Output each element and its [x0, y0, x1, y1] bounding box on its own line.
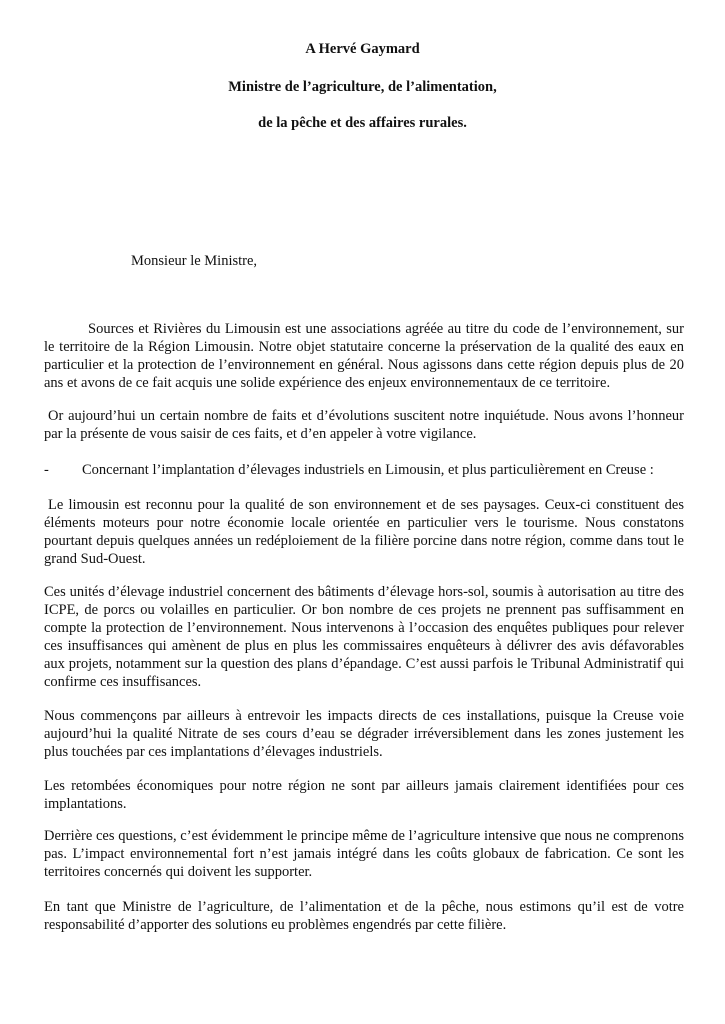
salutation: Monsieur le Ministre,: [131, 253, 258, 269]
paragraph-intro: Sources et Rivières du Limousin est une associations agréée au titre du code de l’environnement, sur le territoire de la Région Limousin. Notre objet statutaire concerne la préservation de la qualité des eaux en particulier et la protection de l’environnement en général. Nous agissons dans cette région depuis plus de 20 ans et avons de ce fait acquis une solide expérience des enjeux environnementaux de ce territoire.: [44, 321, 684, 391]
paragraph-impacts: Nous commençons par ailleurs à entrevoir les impacts directs de ces installations, puisque la Creuse voie aujourd’hui la qualité Nitrate de ses cours d’eau se dégrader irréversiblement dans les zones justement les plus touchées par ces implantations d’élevages industriels.: [44, 708, 684, 760]
paragraph-agriculture: Derrière ces questions, c’est évidemment le principe même de l’agriculture intensive que nous ne comprenons pas. L’impact environnemental fort n’est jamais intégré dans les coûts globaux de fabrication. Ce sont les territoires concernés qui doivent les supporter.: [44, 828, 684, 880]
paragraph-economic: Les retombées économiques pour notre région ne sont par ailleurs jamais clairement identifiées pour ces implantations.: [44, 778, 684, 812]
bullet-item: [44, 461, 684, 479]
recipient-name: A Hervé Gaymard: [305, 41, 420, 57]
paragraph-limousin: Le limousin est reconnu pour la qualité de son environnement et de ses paysages. Ceux-ci constituent des éléments moteurs pour notre économie locale orientée en particulier vers le tourisme. Nous constatons pourtant depuis quelques années un redéploiement de la filière porcine dans notre région, comme dans tout le grand Sud-Ouest.: [44, 497, 684, 567]
bullet-dash: -: [44, 462, 49, 478]
recipient-title-line2: de la pêche et des affaires rurales.: [258, 115, 467, 131]
paragraph-responsibility: En tant que Ministre de l’agriculture, de l’alimentation et de la pêche, nous estimons qu’il est de votre responsabilité d’apporter des solutions eu problèmes engendrés par cette filière.: [44, 899, 684, 933]
paragraph-concern: Or aujourd’hui un certain nombre de faits et d’évolutions suscitent notre inquiétude. Nous avons l’honneur par la présente de vous saisir de ces faits, et d’en appeler à votre vigilance.: [44, 408, 684, 442]
recipient-title-line1: Ministre de l’agriculture, de l’alimentation,: [228, 79, 497, 95]
paragraph-icpe: Ces unités d’élevage industriel concernent des bâtiments d’élevage hors-sol, soumis à autorisation au titre des ICPE, de porcs ou volailles en particulier. Or bon nombre de ces projets ne prennent pas suffisamment en compte la protection de l’environnement. Nous intervenons à l’occasion des enquêtes publiques pour relever ces insuffisances qui amènent de plus en plus les commissaires enquêteurs à délivrer des avis défavorables aux projets, notamment sur la question des plans d’épandage. C’est aussi parfois le Tribunal Administratif qui confirme ces insuffisances.: [44, 584, 684, 690]
bullet-text: Concernant l’implantation d’élevages industriels en Limousin, et plus particulièrement en Creuse :: [82, 462, 654, 478]
